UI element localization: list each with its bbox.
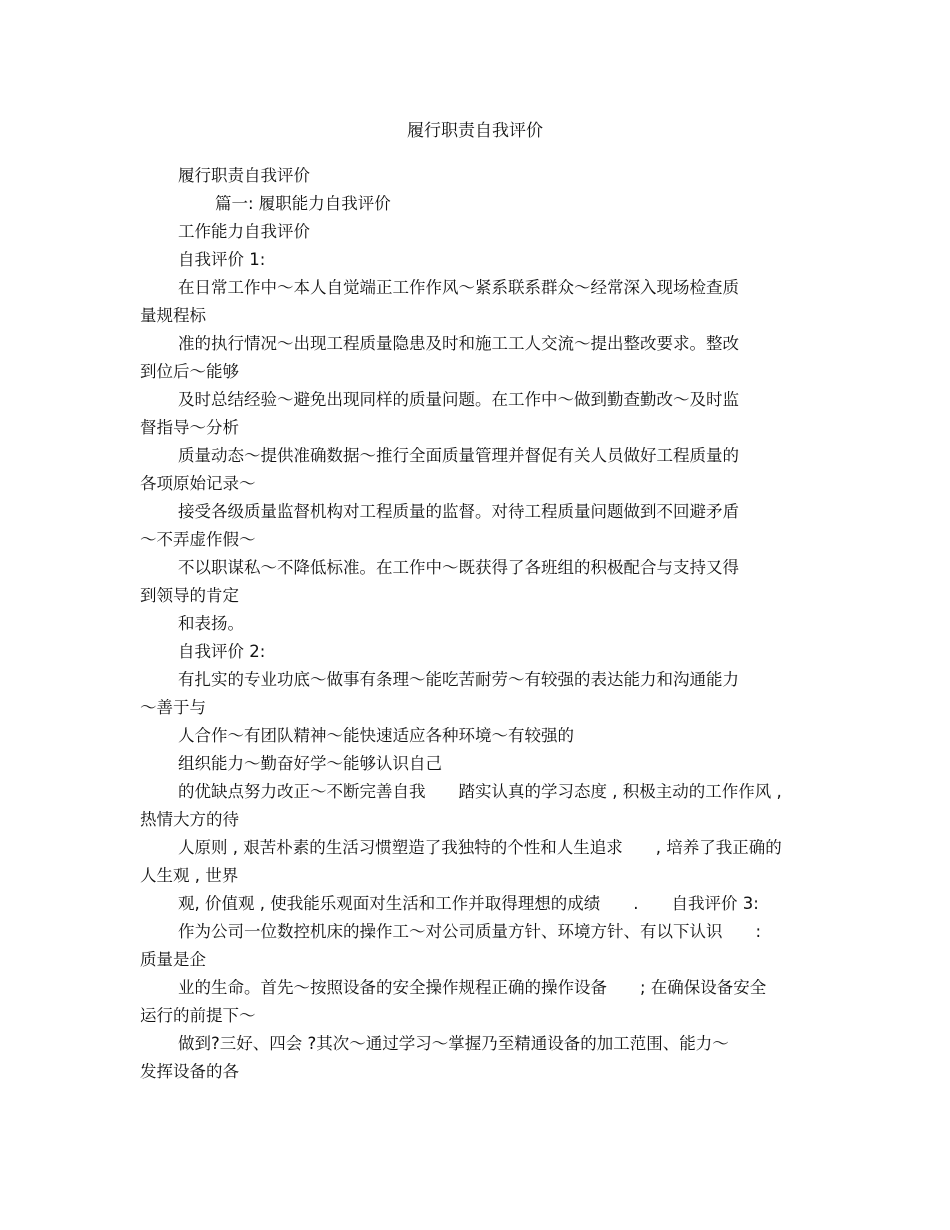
paragraph-line: 不以职谋私～不降低标准。在工作中～既获得了各班组的积极配合与支持又得 — [178, 558, 739, 577]
paragraph-line: 自我评价 2: — [178, 642, 266, 661]
paragraph-line: 到领导的肯定 — [140, 586, 239, 605]
section-heading: 篇一: 履职能力自我评价 — [215, 194, 391, 213]
paragraph-line: 和表扬。 — [178, 614, 244, 633]
paragraph-line: 的优缺点努力改正～不断完善自我 踏实认真的学习态度 , 积极主动的工作作风 , — [178, 782, 782, 801]
paragraph-line: 自我评价 1: — [178, 250, 266, 269]
document-title: 履行职责自我评价 — [407, 121, 543, 141]
paragraph-line: 质量是企 — [140, 950, 206, 969]
paragraph-line: 督指导～分析 — [140, 418, 239, 437]
paragraph-line: 到位后～能够 — [140, 362, 239, 381]
paragraph-line: 质量动态～提供准确数据～推行全面质量管理并督促有关人员做好工程质量的 — [178, 446, 739, 465]
paragraph-line: ～不弄虚作假～ — [140, 530, 256, 549]
paragraph-line: 各项原始记录～ — [140, 474, 256, 493]
paragraph-line: 有扎实的专业功底～做事有条理～能吃苦耐劳～有较强的表达能力和沟通能力 — [178, 670, 739, 689]
paragraph-line: 在日常工作中～本人自觉端正工作作风～紧系联系群众～经常深入现场检查质 — [178, 278, 739, 297]
paragraph-line: 发挥设备的各 — [140, 1062, 239, 1081]
paragraph-line: 人生观 , 世界 — [140, 866, 239, 885]
paragraph-line: 人合作～有团队精神～能快速适应各种环境～有较强的 — [178, 726, 574, 745]
paragraph-line: 履行职责自我评价 — [178, 166, 310, 185]
paragraph-line: 人原则 , 艰苦朴素的生活习惯塑造了我独特的个性和人生追求 , 培养了我正确的 — [178, 838, 782, 857]
paragraph-line: 组织能力～勤奋好学～能够认识自己 — [178, 754, 442, 773]
paragraph-line: ～善于与 — [140, 698, 206, 717]
paragraph-line: 及时总结经验～避免出现同样的质量问题。在工作中～做到勤查勤改～及时监 — [178, 390, 739, 409]
paragraph-line: 运行的前提下～ — [140, 1006, 256, 1025]
paragraph-line: 观, 价值观 , 使我能乐观面对生活和工作并取得理想的成绩 . 自我评价 3: — [178, 894, 759, 913]
paragraph-line: 作为公司一位数控机床的操作工～对公司质量方针、环境方针、有以下认识 : — [178, 922, 762, 941]
paragraph-line: 接受各级质量监督机构对工程质量的监督。对待工程质量问题做到不回避矛盾 — [178, 502, 739, 521]
paragraph-line: 热情大方的待 — [140, 810, 239, 829]
paragraph-line: 业的生命。首先～按照设备的安全操作规程正确的操作设备 ; 在确保设备安全 — [178, 978, 767, 997]
paragraph-line: 量规程标 — [140, 306, 206, 325]
paragraph-line: 做到?三好、四会 ?其次～通过学习～掌握乃至精通设备的加工范围、能力～ — [178, 1034, 729, 1053]
paragraph-line: 准的执行情况～出现工程质量隐患及时和施工工人交流～提出整改要求。整改 — [178, 334, 739, 353]
paragraph-line: 工作能力自我评价 — [178, 222, 310, 241]
